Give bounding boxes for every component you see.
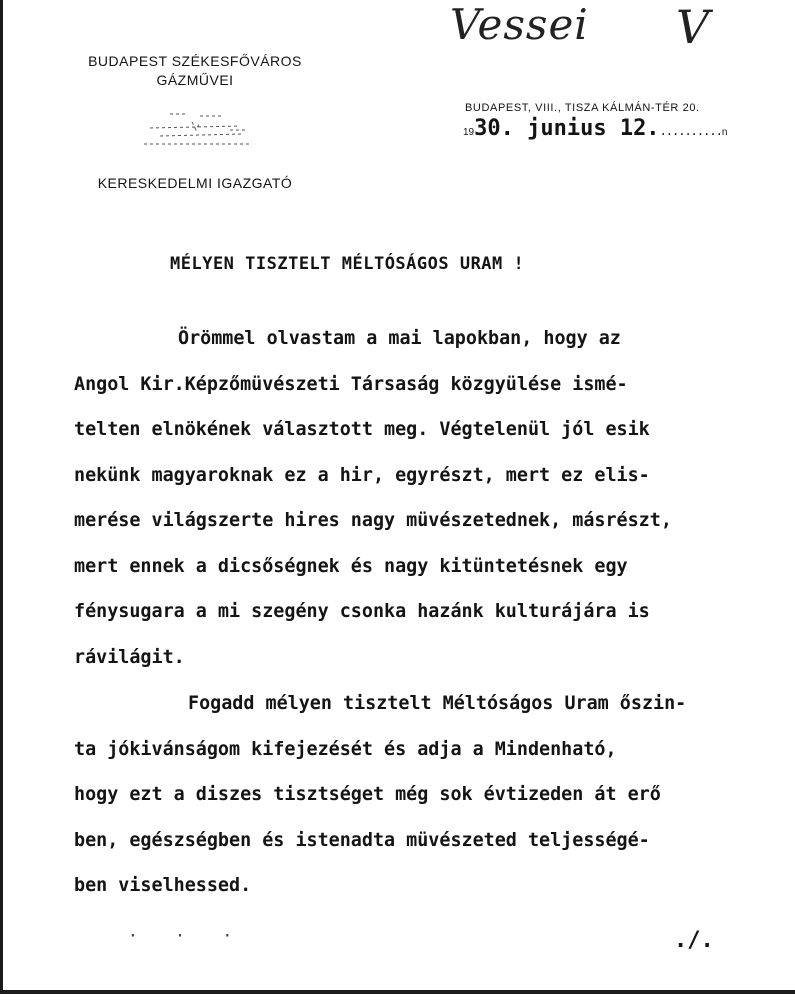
letterhead-org-line1: BUDAPEST SZÉKESFŐVÁROS (88, 53, 302, 69)
paragraph-1 (74, 316, 774, 680)
letterhead-department: KERESKEDELMI IGAZGATÓ (97, 175, 293, 191)
date-prefix: 19 (463, 127, 475, 138)
body-line: ben viselhessed. (74, 875, 252, 896)
continuation-mark: ./. (674, 928, 714, 953)
date-text: 30. junius 12. (474, 116, 660, 141)
page-left-edge (0, 0, 3, 994)
page-bottom-edge (0, 990, 795, 994)
date-line (463, 116, 727, 141)
date-dotted-fill: .......... (659, 124, 722, 138)
emblem-icon (130, 104, 260, 154)
salutation: MÉLYEN TISZTELT MÉLTÓSÁGOS URAM ! (170, 254, 525, 274)
date-suffix: n (721, 127, 728, 138)
body-line: ben, egészségben és istenadta müvészeted teljességé- (74, 829, 650, 851)
letter-body (74, 316, 774, 909)
body-line: Örömmel olvastam a mai lapokban, hogy az (178, 328, 621, 349)
handwritten-checkmark: V (676, 0, 710, 54)
paragraph-2 (74, 681, 774, 909)
body-line: nekünk magyaroknak ez a hir, egyrészt, mert ez elis- (74, 464, 650, 486)
body-line: fénysugara a mi szegény csonka hazánk kulturájára is (74, 601, 650, 622)
body-line: rávilágit. (74, 646, 185, 668)
stray-dots: · · · (128, 926, 247, 945)
letterhead-org-line2: GÁZMŰVEI (156, 72, 234, 88)
body-line: telten elnökének választott meg. Végtelenül jól esik (74, 419, 650, 440)
body-line: Fogadd mélyen tisztelt Méltóságos Uram őszin- (188, 693, 687, 714)
body-line: mert ennek a dicsőségnek és nagy kitüntetésnek egy (74, 555, 628, 577)
body-line: merése világszerte hires nagy müvészetednek, másrészt, (74, 510, 672, 531)
letterhead (60, 52, 330, 193)
body-line: ta jókivánságom kifejezését és adja a Mindenható, (74, 738, 617, 760)
handwritten-note: Vessei (450, 0, 589, 49)
sender-address: BUDAPEST, VIII., TISZA KÁLMÁN-TÉR 20. (465, 102, 700, 114)
body-line: Angol Kir.Képzőmüvészeti Társaság közgyülése ismé- (74, 373, 628, 395)
body-line: hogy ezt a diszes tisztséget még sok évtizeden át erő (74, 784, 661, 805)
